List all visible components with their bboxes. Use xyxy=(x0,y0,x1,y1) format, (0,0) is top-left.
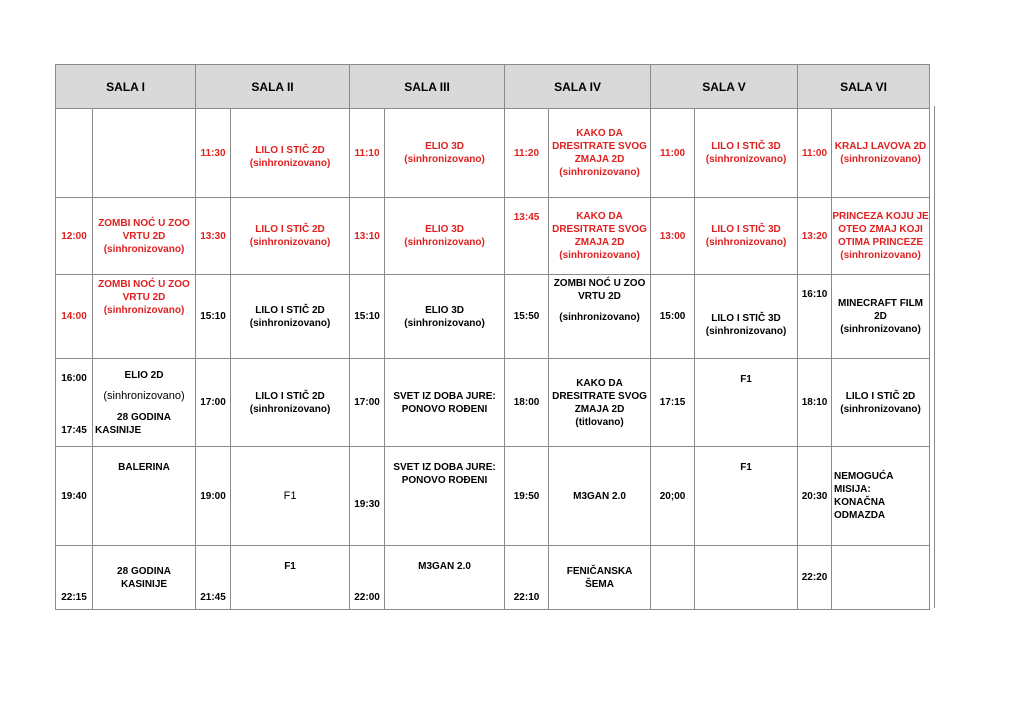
schedule-row xyxy=(56,198,930,275)
hall-header: SALA II xyxy=(196,65,350,109)
film-cell xyxy=(93,109,196,198)
film-line: ELIO 3D xyxy=(425,224,464,235)
header-row xyxy=(56,65,930,109)
film-cell xyxy=(832,447,930,546)
film-line: DRESITRATE SVOG xyxy=(552,224,647,235)
film-line: PONOVO ROĐENI xyxy=(401,403,488,415)
film-line: 2D xyxy=(874,311,887,322)
film-line: (sinhronizovano) xyxy=(404,317,485,329)
film-line: ZOMBI NOĆ U ZOO xyxy=(98,279,190,290)
film-line: (sinhronizovano) xyxy=(559,250,640,261)
film-line: ELIO 3D xyxy=(425,141,464,152)
film-line: LILO I STIČ 2D xyxy=(845,390,916,402)
film-line: MISIJA: xyxy=(834,484,871,495)
showtime: 21:45 xyxy=(196,546,231,610)
film-line: PRINCEZA KOJU JE xyxy=(832,211,929,222)
film-cell xyxy=(231,275,350,359)
film-cell xyxy=(695,109,798,198)
schedule-row xyxy=(56,275,930,359)
hall-header: SALA VI xyxy=(798,65,930,109)
film-line: (sinhronizovano) xyxy=(840,324,921,335)
film-line: F1 xyxy=(740,374,752,385)
showtime: 13:00 xyxy=(651,198,695,275)
film-line: OTEO ZMAJ KOJI xyxy=(838,224,923,235)
film-line: KASINIJE xyxy=(95,424,142,436)
hall-header: SALA III xyxy=(350,65,505,109)
film-cell xyxy=(231,359,350,447)
film-line: LILO I STIČ 2D xyxy=(255,224,325,235)
showtime: 16:00 xyxy=(61,373,87,384)
film-line: VRTU 2D xyxy=(578,291,621,302)
showtime: 13:30 xyxy=(196,198,231,275)
film-cell xyxy=(832,546,930,610)
film-line: (sinhronizovano) xyxy=(559,167,640,178)
film-line: ZMAJA 2D xyxy=(574,154,625,165)
film-line: KAKO DA xyxy=(576,128,623,139)
film-cell xyxy=(231,546,350,610)
film-cell xyxy=(549,546,651,610)
film-cell xyxy=(549,198,651,275)
film-line: LILO I STIČ 3D xyxy=(711,224,781,235)
film-cell xyxy=(231,198,350,275)
film-line: SVET IZ DOBA JURE: xyxy=(393,390,496,402)
showtime: 17:15 xyxy=(651,359,695,447)
film-line: F1 xyxy=(284,561,296,572)
film-cell xyxy=(549,359,651,447)
showtime: 22:00 xyxy=(350,546,385,610)
film-line: KAKO DA xyxy=(576,211,623,222)
film-cell xyxy=(231,109,350,198)
showtime: 22:10 xyxy=(505,546,549,610)
film-line: ODMAZDA xyxy=(834,510,886,521)
film-line: (sinhronizovano) xyxy=(103,389,185,402)
showtime: 15:00 xyxy=(651,275,695,359)
film-line: KONAČNA xyxy=(834,497,886,508)
showtime: 17:00 xyxy=(196,359,231,447)
film-cell xyxy=(231,447,350,546)
showtime xyxy=(56,109,93,198)
film-cell xyxy=(385,198,505,275)
showtime: 11:00 xyxy=(798,109,832,198)
schedule-row xyxy=(56,359,930,447)
schedule-row xyxy=(56,109,930,198)
film-line: (sinhronizovano) xyxy=(249,237,331,248)
film-line: MINECRAFT FILM xyxy=(838,298,924,309)
film-cell xyxy=(385,109,505,198)
film-line: M3GAN 2.0 xyxy=(418,561,471,572)
film-cell xyxy=(832,359,930,447)
film-cell xyxy=(549,275,651,359)
showtime: 22:15 xyxy=(56,546,93,610)
showtime: 16:10 xyxy=(798,275,832,359)
schedule-table xyxy=(55,64,930,610)
film-line: M3GAN 2.0 xyxy=(573,490,626,502)
showtime: 18:10 xyxy=(798,359,832,447)
film-line: (sinhronizovano) xyxy=(404,237,485,248)
film-cell xyxy=(832,198,930,275)
film-cell xyxy=(549,447,651,546)
film-cell xyxy=(549,109,651,198)
film-line: PONOVO ROĐENI xyxy=(401,475,488,486)
showtime: 11:20 xyxy=(505,109,549,198)
film-line: DRESITRATE SVOG xyxy=(552,141,647,152)
film-cell xyxy=(695,275,798,359)
showtime: 12:00 xyxy=(56,198,93,275)
showtime: 17:00 xyxy=(350,359,385,447)
film-line: VRTU 2D xyxy=(122,292,166,303)
showtime: 11:30 xyxy=(196,109,231,198)
showtime: 15:50 xyxy=(505,275,549,359)
film-line: (sinhronizovano) xyxy=(404,154,485,165)
film-line: (titlovano) xyxy=(575,416,624,428)
showtime: 17:45 xyxy=(61,425,87,436)
film-line: KRALJ LAVOVA 2D xyxy=(834,141,927,152)
showtime: 22:20 xyxy=(798,546,832,610)
schedule-row xyxy=(56,447,930,546)
film-line: ZMAJA 2D xyxy=(574,237,625,248)
film-cell xyxy=(93,447,196,546)
film-line: 28 GODINA xyxy=(117,411,171,423)
film-cell xyxy=(695,198,798,275)
film-line: (sinhronizovano) xyxy=(249,317,331,329)
film-line: NEMOGUĆA xyxy=(834,471,894,482)
film-line: ELIO 2D xyxy=(124,369,164,381)
film-line: LILO I STIČ 3D xyxy=(711,312,781,324)
showtime: 15:10 xyxy=(196,275,231,359)
film-line: KAKO DA xyxy=(576,377,623,389)
film-line: (sinhronizovano) xyxy=(705,237,787,248)
film-line: (sinhronizovano) xyxy=(103,243,185,255)
showtime: 13:45 xyxy=(505,198,549,275)
showtime: 11:10 xyxy=(350,109,385,198)
showtime: 13:10 xyxy=(350,198,385,275)
film-line: BALERINA xyxy=(118,462,170,473)
film-line: (sinhronizovano) xyxy=(840,250,921,261)
showtime: 19:50 xyxy=(505,447,549,546)
film-line: (sinhronizovano) xyxy=(249,158,331,169)
hall-header: SALA IV xyxy=(505,65,651,109)
film-line: (sinhronizovano) xyxy=(103,305,185,316)
hall-header: SALA V xyxy=(651,65,798,109)
film-cell xyxy=(93,546,196,610)
film-line: (sinhronizovano) xyxy=(559,312,640,323)
film-cell xyxy=(832,109,930,198)
film-cell xyxy=(93,359,196,447)
hall-header: SALA I xyxy=(56,65,196,109)
film-line: ZMAJA 2D xyxy=(574,403,625,415)
showtime: 20:30 xyxy=(798,447,832,546)
showtime xyxy=(651,546,695,610)
showtime: 14:00 xyxy=(56,275,93,359)
film-cell xyxy=(695,546,798,610)
film-line: ZOMBI NOĆ U ZOO xyxy=(98,217,190,229)
film-line: OTIMA PRINCEZE xyxy=(837,237,924,248)
film-line: LILO I STIČ 2D xyxy=(255,390,325,402)
film-cell xyxy=(385,359,505,447)
film-line: SVET IZ DOBA JURE: xyxy=(393,462,496,473)
film-line: ELIO 3D xyxy=(425,304,464,316)
film-line: DRESITRATE SVOG xyxy=(552,390,647,402)
showtime: 11:00 xyxy=(651,109,695,198)
film-line: (sinhronizovano) xyxy=(840,403,921,415)
showtime: 15:10 xyxy=(350,275,385,359)
showtime: 19:40 xyxy=(56,447,93,546)
right-border-line xyxy=(934,106,935,608)
showtime: 19:00 xyxy=(196,447,231,546)
schedule-row xyxy=(56,546,930,610)
film-cell xyxy=(385,546,505,610)
film-line: (sinhronizovano) xyxy=(249,403,331,415)
film-line: LILO I STIČ 3D xyxy=(711,141,781,152)
showtime: 18:00 xyxy=(505,359,549,447)
film-line: 28 GODINA KASINIJE xyxy=(117,565,171,590)
film-line: VRTU 2D xyxy=(122,230,166,242)
film-cell xyxy=(385,447,505,546)
showtime: 19:30 xyxy=(350,447,385,546)
film-cell xyxy=(695,359,798,447)
film-line: LILO I STIČ 2D xyxy=(255,304,325,316)
showtime-pair xyxy=(56,359,93,447)
film-line: ŠEMA xyxy=(585,578,614,590)
film-line: F1 xyxy=(283,489,297,502)
showtime: 13:20 xyxy=(798,198,832,275)
film-line: LILO I STIČ 2D xyxy=(255,145,325,156)
film-cell xyxy=(93,275,196,359)
film-cell xyxy=(385,275,505,359)
film-cell xyxy=(93,198,196,275)
film-line: F1 xyxy=(740,462,752,473)
film-line: (sinhronizovano) xyxy=(705,325,787,337)
film-line: FENIČANSKA xyxy=(566,565,633,577)
film-line: (sinhronizovano) xyxy=(840,154,921,165)
film-line: ZOMBI NOĆ U ZOO xyxy=(553,278,646,289)
film-cell xyxy=(695,447,798,546)
showtime: 20;00 xyxy=(651,447,695,546)
film-cell xyxy=(832,275,930,359)
film-line: (sinhronizovano) xyxy=(705,154,787,165)
